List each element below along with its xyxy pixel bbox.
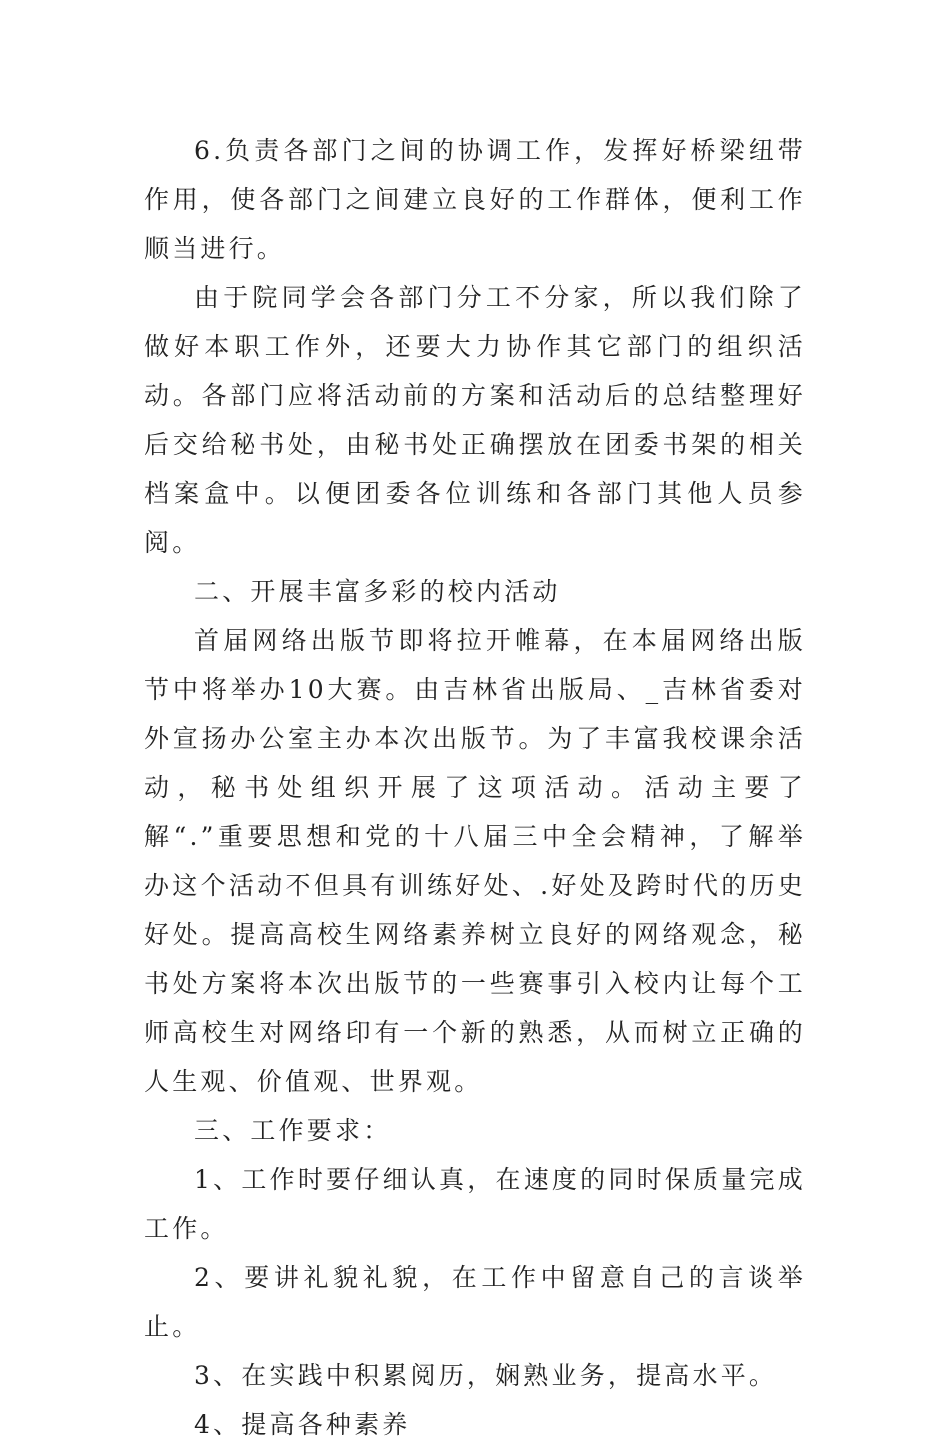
section-heading-requirements: 三、工作要求：: [194, 1116, 392, 1145]
section-heading-activities: 二、开展丰富多彩的校内活动: [194, 577, 561, 606]
paragraph-publishing-festival: 首届网络出版节即将拉开帷幕，在本届网络出版节中将举办10大赛。由吉林省出版局、_吉林省委对外宣扬办公室主办本次出版节。为了丰富我校课余活动，秘书处组织开展了这项活动。活动主要了解“.”重要思想和党的十八届三中全会精神，了解举办这个活动不但具有训练好处、.好处及跨时代的历史好处。提高高校生网络素养树立良好的网络观念，秘书处方案将本次出版节的一些赛事引入校内让每个工师高校生对网络印有一个新的熟悉，从而树立正确的人生观、价值观、世界观。: [144, 626, 806, 1096]
requirement-item-2: 2、要讲礼貌礼貌，在工作中留意自己的言谈举止。: [144, 1263, 806, 1341]
document-body: [144, 126, 806, 1449]
paragraph-duty-6: 6.负责各部门之间的协调工作，发挥好桥梁纽带作用，使各部门之间建立良好的工作群体，便利工作顺当进行。: [144, 136, 806, 263]
paragraph-cooperation: 由于院同学会各部门分工不分家，所以我们除了做好本职工作外，还要大力协作其它部门的组织活动。各部门应将活动前的方案和活动后的总结整理好后交给秘书处，由秘书处正确摆放在团委书架的相关档案盒中。以便团委各位训练和各部门其他人员参阅。: [144, 283, 806, 557]
requirement-item-3: 3、在实践中积累阅历，娴熟业务，提高水平。: [194, 1361, 778, 1390]
requirement-item-1: 1、工作时要仔细认真，在速度的同时保质量完成工作。: [144, 1165, 806, 1243]
requirement-item-4: 4、提高各种素养: [194, 1410, 411, 1439]
